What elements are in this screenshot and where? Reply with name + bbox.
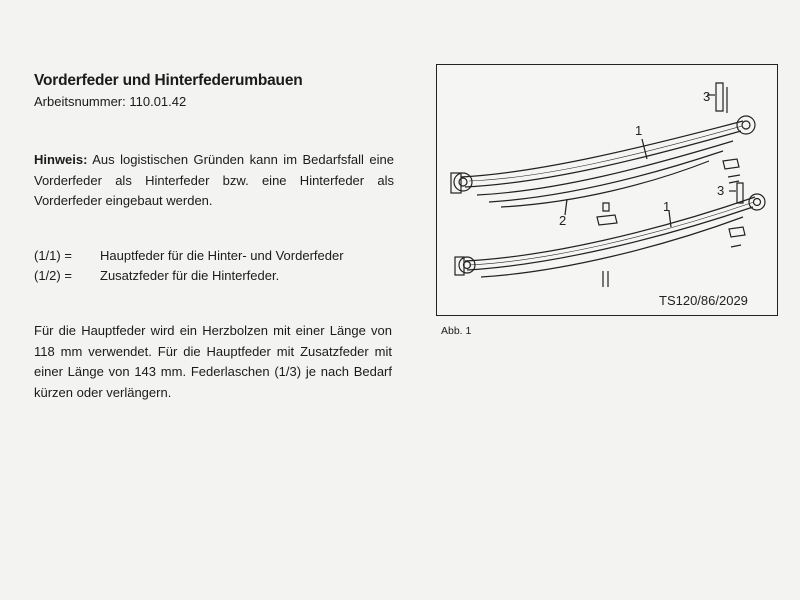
figure-frame: [436, 64, 778, 316]
body-paragraph: Für die Hauptfeder wird ein Herzbolzen mit einer Länge von 118 mm verwendet. Für die Hauptfeder mit Zusatzfeder mit einer Länge von 143 mm. Federlaschen (1/3) je nach Bedarf kürzen oder verlängern.: [34, 323, 392, 400]
definition-key: (1/1) =: [34, 248, 72, 263]
lower-spring-drawing: [455, 183, 765, 287]
definition-list: [34, 246, 394, 286]
label-1-top: 1: [635, 123, 643, 138]
definition-row: [34, 246, 394, 266]
figure-code: TS120/86/2029: [659, 293, 748, 308]
definition-value: Hauptfeder für die Hinter- und Vorderfeder: [100, 248, 344, 263]
definition-value: Zusatzfeder für die Hinterfeder.: [100, 268, 280, 283]
label-1-bottom: 1: [663, 199, 671, 214]
definition-key: (1/2) =: [34, 268, 72, 283]
notice-paragraph: [34, 150, 394, 212]
definition-row: [34, 266, 394, 286]
page-title: Vorderfeder und Hinterfederumbauen: [34, 72, 303, 89]
work-number: Arbeitsnummer: 110.01.42: [34, 94, 187, 109]
notice-text: Aus logistischen Gründen kann im Bedarfsfall eine Vorderfeder als Hinterfeder bzw. eine Hinterfeder als Vorderfeder eingebaut werden.: [34, 152, 394, 208]
leaf-spring-illustration: [437, 65, 779, 317]
label-2: 2: [559, 213, 567, 228]
label-3-top: 3: [703, 89, 711, 104]
figure-caption: Abb. 1: [441, 325, 472, 337]
notice-label: Hinweis:: [34, 152, 88, 167]
label-3-bottom: 3: [717, 183, 725, 198]
